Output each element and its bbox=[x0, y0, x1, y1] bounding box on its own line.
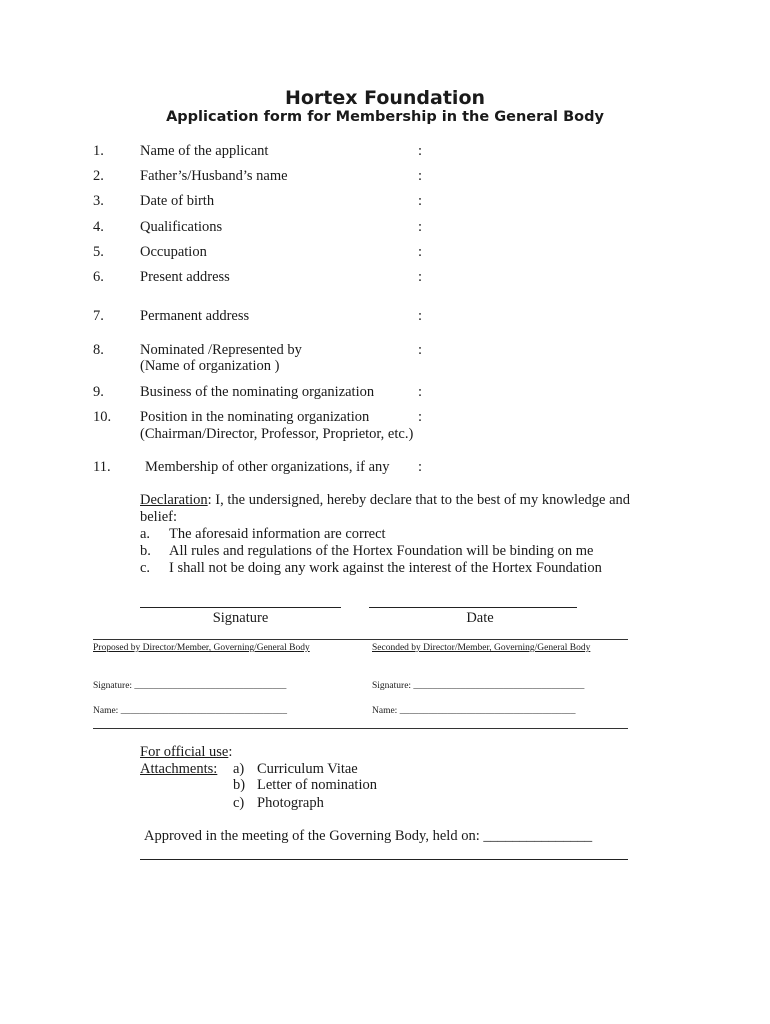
divider bbox=[93, 639, 628, 640]
attachment-item: Photograph bbox=[257, 795, 324, 811]
field-colon: : bbox=[418, 193, 423, 209]
attachment-marker: b) bbox=[233, 777, 246, 793]
signature-label: Signature bbox=[212, 610, 269, 626]
proposer-signature-field: Signature: ________________________________ bbox=[93, 681, 287, 691]
field-number: 11. bbox=[93, 459, 111, 475]
field-colon: : bbox=[418, 409, 423, 425]
field-label-nominated-by-note: (Name of organization ) bbox=[140, 358, 280, 374]
approval-line bbox=[140, 859, 628, 860]
field-label-qualifications: Qualifications bbox=[140, 219, 223, 235]
field-label-nominating-position-note: (Chairman/Director, Professor, Proprietor, etc.) bbox=[140, 426, 414, 442]
declaration-item-marker: c. bbox=[140, 560, 151, 576]
seconder-name-field: Name: _____________________________________ bbox=[372, 706, 576, 716]
field-colon: : bbox=[418, 168, 423, 184]
field-colon: : bbox=[418, 219, 423, 235]
field-colon: : bbox=[418, 143, 423, 159]
attachments-label: Attachments: bbox=[140, 761, 218, 777]
attachment-item: Curriculum Vitae bbox=[257, 761, 358, 777]
declaration-item: All rules and regulations of the Hortex Foundation will be binding on me bbox=[169, 543, 594, 559]
field-colon: : bbox=[418, 308, 423, 324]
field-number: 4. bbox=[93, 219, 104, 235]
official-use-colon: : bbox=[228, 744, 233, 760]
proposed-by-heading: Proposed by Director/Member, Governing/General Body bbox=[93, 643, 310, 653]
field-number: 5. bbox=[93, 244, 104, 260]
seconded-by-heading: Seconded by Director/Member, Governing/General Body bbox=[372, 643, 591, 653]
declaration-text-continued: belief: bbox=[140, 509, 178, 525]
proposer-name-field: Name: ___________________________________ bbox=[93, 706, 287, 716]
field-label-other-memberships: Membership of other organizations, if any bbox=[145, 459, 390, 475]
field-colon: : bbox=[418, 342, 423, 358]
official-use-heading: For official use bbox=[140, 744, 229, 760]
field-colon: : bbox=[418, 269, 423, 285]
field-colon: : bbox=[418, 459, 423, 475]
field-label-date-of-birth: Date of birth bbox=[140, 193, 215, 209]
seconder-signature-field: Signature: ____________________________________ bbox=[372, 681, 585, 691]
field-label-father-husband-name: Father’s/Husband’s name bbox=[140, 168, 288, 184]
attachment-item: Letter of nomination bbox=[257, 777, 377, 793]
field-label-present-address: Present address bbox=[140, 269, 230, 285]
declaration-item: I shall not be doing any work against the interest of the Hortex Foundation bbox=[169, 560, 602, 576]
declaration-item-marker: b. bbox=[140, 543, 151, 559]
form-subtitle: Application form for Membership in the General Body bbox=[166, 109, 604, 125]
field-label-nominating-business: Business of the nominating organization bbox=[140, 384, 375, 400]
field-label-permanent-address: Permanent address bbox=[140, 308, 250, 324]
field-number: 2. bbox=[93, 168, 104, 184]
date-label: Date bbox=[466, 610, 494, 626]
divider bbox=[93, 728, 628, 729]
field-number: 9. bbox=[93, 384, 104, 400]
attachment-marker: a) bbox=[233, 761, 245, 777]
approval-statement: Approved in the meeting of the Governing Body, held on: _______________ bbox=[144, 828, 593, 844]
declaration-heading: Declaration bbox=[140, 492, 208, 508]
field-number: 7. bbox=[93, 308, 104, 324]
field-colon: : bbox=[418, 244, 423, 260]
field-number: 6. bbox=[93, 269, 104, 285]
declaration-item: The aforesaid information are correct bbox=[169, 526, 386, 542]
form-title: Hortex Foundation bbox=[284, 87, 486, 109]
declaration-line bbox=[140, 492, 630, 509]
field-label-applicant-name: Name of the applicant bbox=[140, 143, 269, 159]
field-label-nominating-position: Position in the nominating organization bbox=[140, 409, 370, 425]
date-line bbox=[369, 607, 577, 608]
signature-line bbox=[140, 607, 341, 608]
field-number: 1. bbox=[93, 143, 104, 159]
field-number: 10. bbox=[93, 409, 112, 425]
field-number: 3. bbox=[93, 193, 104, 209]
field-label-nominated-by: Nominated /Represented by bbox=[140, 342, 302, 358]
field-colon: : bbox=[418, 384, 423, 400]
field-label-occupation: Occupation bbox=[140, 244, 207, 260]
attachment-marker: c) bbox=[233, 795, 245, 811]
field-number: 8. bbox=[93, 342, 104, 358]
declaration-item-marker: a. bbox=[140, 526, 151, 542]
declaration-text: : I, the undersigned, hereby declare that to the best of my knowledge and bbox=[207, 492, 631, 508]
official-use-line bbox=[140, 744, 232, 761]
